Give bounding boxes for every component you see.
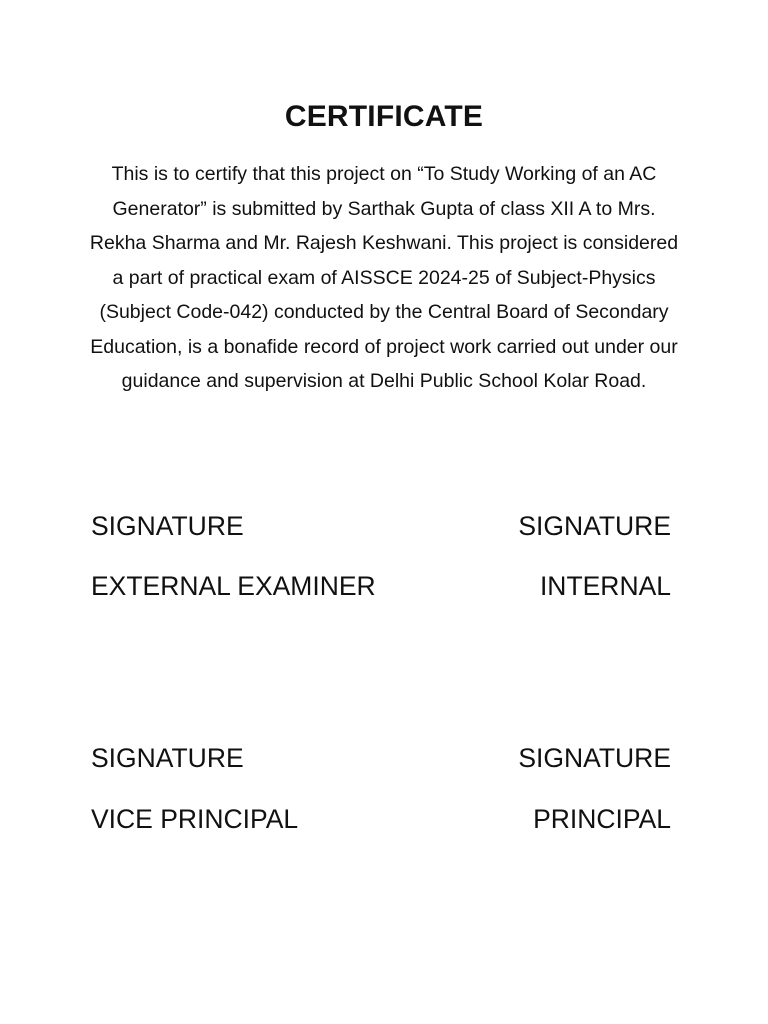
role-vice-principal: VICE PRINCIPAL xyxy=(91,804,299,834)
signature-row-top-labels xyxy=(91,510,671,542)
signature-label-external: SIGNATURE xyxy=(91,511,244,541)
role-principal: PRINCIPAL xyxy=(533,804,671,834)
signature-row-bottom-roles xyxy=(91,803,671,835)
certificate-body: This is to certify that this project on “To Study Working of an AC Generator” is submitted by Sarthak Gupta of class XII A to Mrs. Rekha Sharma and Mr. Rajesh Keshwani. This project is considered a part of practical exam of AISSCE 2024-25 of Subject-Physics (Subject Code-042) conducted by the Central Board of Secondary Education, is a bonafide record of project work carried out under our guidance and supervision at Delhi Public School Kolar Road. xyxy=(89,163,679,392)
role-internal: INTERNAL xyxy=(539,571,671,601)
signature-row-bottom-labels xyxy=(91,742,671,774)
signature-label-internal: SIGNATURE xyxy=(518,511,671,541)
signature-label-principal: SIGNATURE xyxy=(518,743,671,773)
role-external-examiner: EXTERNAL EXAMINER xyxy=(91,571,376,601)
certificate-title: CERTIFICATE xyxy=(284,100,484,133)
signature-label-vice-principal: SIGNATURE xyxy=(91,743,244,773)
signature-row-top-roles xyxy=(91,570,671,602)
